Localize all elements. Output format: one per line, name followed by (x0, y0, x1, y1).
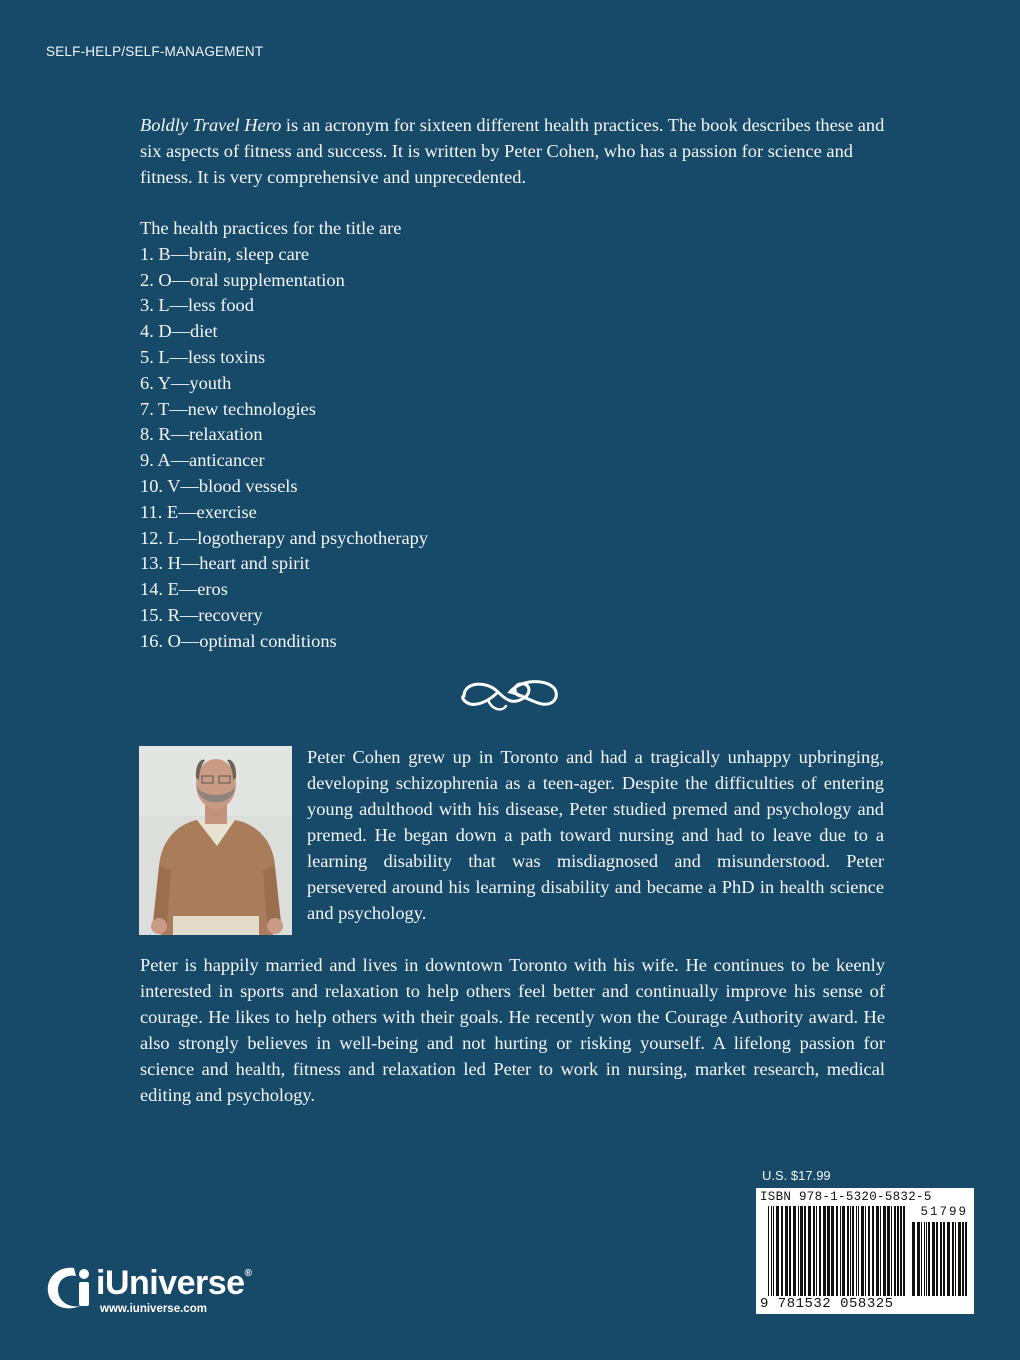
practice-item: 2. O—oral supplementation (140, 269, 345, 290)
barcode-bar (789, 1206, 791, 1296)
barcode-bar (917, 1222, 920, 1296)
practice-item: 6. Y—youth (140, 372, 232, 393)
barcode-bar (842, 1206, 845, 1296)
practice-item: 10. V—blood vessels (140, 475, 298, 496)
barcode-bar (955, 1222, 956, 1296)
barcode-bar (781, 1206, 783, 1296)
barcode-bar (891, 1206, 892, 1296)
practice-item: 3. L—less food (140, 295, 254, 316)
barcode-bar (900, 1206, 902, 1296)
practice-item: 15. R—recovery (140, 604, 263, 625)
barcode-bar (868, 1206, 870, 1296)
isbn-barcode (756, 1188, 974, 1314)
practice-item: 8. R—relaxation (140, 424, 263, 445)
barcode-bar (962, 1222, 964, 1296)
barcode-bar (771, 1206, 772, 1296)
barcode-bar (847, 1206, 849, 1296)
practice-item: 7. T—new technologies (140, 398, 316, 419)
barcode-bar (861, 1206, 864, 1296)
practice-item: 12. L—logotherapy and psychotherapy (140, 527, 429, 548)
practice-item: 1. B—brain, sleep care (140, 243, 310, 264)
barcode-bar (921, 1222, 922, 1296)
barcode-bar (800, 1206, 803, 1296)
barcode-bar (827, 1206, 830, 1296)
publisher-name: iUniverse® (96, 1264, 252, 1302)
barcode-bar (793, 1206, 796, 1296)
price-label: U.S. $17.99 (762, 1168, 831, 1183)
intro-text: is an acronym for sixteen different health practices. The book describes these and six aspects of fitness and success. It is written by Peter Cohen, who has a passion for science and fitness. It is very comprehensive and unprecedented. (140, 115, 885, 187)
health-practices-list (140, 216, 885, 655)
barcode-bar (932, 1222, 935, 1296)
barcode-bar (840, 1206, 841, 1296)
barcode-bar (816, 1206, 817, 1296)
barcode-bar (836, 1206, 838, 1296)
barcode-bar (852, 1206, 854, 1296)
publisher-url: www.iuniverse.com (100, 1303, 207, 1315)
barcode-bar (858, 1206, 859, 1296)
flourish-ornament-icon (458, 674, 562, 714)
barcode-bar (856, 1206, 857, 1296)
author-photo (139, 746, 292, 935)
barcode-bar (897, 1206, 899, 1296)
publisher-logo (44, 1262, 304, 1322)
barcode-bar (865, 1206, 866, 1296)
barcode-bar (808, 1206, 811, 1296)
barcode-bar (903, 1206, 905, 1296)
barcode-bar (887, 1206, 890, 1296)
practice-item: 13. H—heart and spirit (140, 553, 310, 574)
barcode-bar (804, 1206, 806, 1296)
practice-item: 14. E—eros (140, 579, 228, 600)
barcode-bar (952, 1222, 954, 1296)
barcode-bar (894, 1206, 896, 1296)
author-bio-paragraph-2 (140, 952, 885, 1108)
barcode-bar (831, 1206, 834, 1296)
practice-item: 9. A—anticancer (140, 450, 265, 471)
practice-item: 5. L—less toxins (140, 346, 266, 367)
barcode-bar (940, 1222, 942, 1296)
price-addon-digits: 51799 (920, 1205, 968, 1219)
registered-mark: ® (244, 1268, 252, 1279)
barcode-bar (819, 1206, 821, 1296)
barcode-bar (823, 1206, 826, 1296)
barcode-bar (928, 1222, 930, 1296)
author-bio-paragraph-1 (307, 744, 884, 926)
barcode-bar (872, 1206, 874, 1296)
barcode-bar (813, 1206, 815, 1296)
iuniverse-swirl-icon (44, 1262, 100, 1314)
practice-item: 16. O—optimal conditions (140, 630, 337, 651)
barcode-bar (768, 1206, 769, 1296)
category-label: SELF-HELP/SELF-MANAGEMENT (46, 44, 264, 59)
book-title-italic: Boldly Travel Hero (140, 115, 282, 135)
barcode-bar (958, 1222, 961, 1296)
barcode-bar (850, 1206, 851, 1296)
barcode-bar (924, 1222, 925, 1296)
barcode-bar (883, 1206, 886, 1296)
practices-heading: The health practices for the title are (140, 218, 402, 238)
barcode-bar (798, 1206, 799, 1296)
practice-item: 4. D—diet (140, 321, 218, 342)
barcode-bar (936, 1222, 938, 1296)
ean-digits: 9 781532 058325 (760, 1296, 894, 1312)
bio-text-1: Peter Cohen grew up in Toronto and had a tragically unhappy upbringing, developing schizophrenia as a teen-ager. Despite the difficulties of entering young adulthood with his disease, Peter studied premed and psychology and premed. He began down a path toward nursing and had to leave due to a learning disability that was misdiagnosed and misunderstood. Peter persevered around his learning disability and became a PhD in health science and psychology. (307, 747, 884, 923)
intro-paragraph (140, 113, 885, 190)
barcode-bar (947, 1222, 950, 1296)
barcode-bar (912, 1222, 915, 1296)
barcode-bar (943, 1222, 945, 1296)
barcode-bar (776, 1206, 779, 1296)
practice-item: 11. E—exercise (140, 501, 257, 522)
barcode-bar (773, 1206, 774, 1296)
barcode-bar (785, 1206, 788, 1296)
isbn-text: ISBN 978-1-5320-5832-5 (760, 1190, 932, 1204)
barcode-bar (876, 1206, 879, 1296)
bio-text-2: Peter is happily married and lives in downtown Toronto with his wife. He continues to be keenly interested in sports and relaxation to help others feel better and continually improve his sense of courage. He likes to help others with their goals. He recently won the Courage Authority award. He also strongly believes in well-being and not hurting or risking yourself. A lifelong passion for science and health, fitness and relaxation led Peter to work in nursing, market research, medical editing and psychology. (140, 955, 885, 1105)
barcode-bar (926, 1222, 927, 1296)
barcode-bar (965, 1222, 967, 1296)
barcode-bar (880, 1206, 881, 1296)
